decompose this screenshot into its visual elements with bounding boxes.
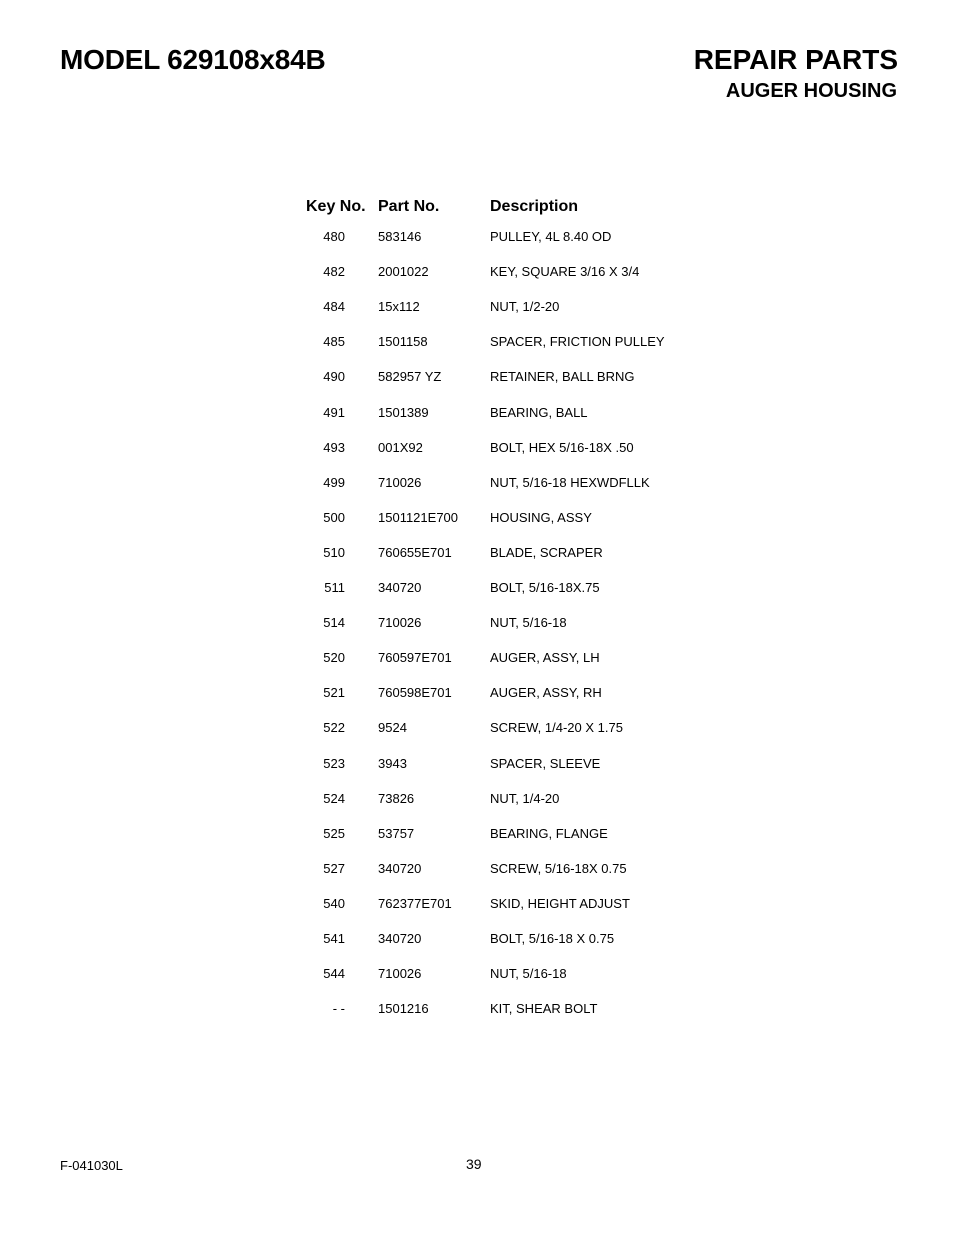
part-description: KEY, SQUARE 3/16 X 3/4 — [490, 264, 640, 280]
key-number: 510 — [323, 544, 345, 560]
key-number: 544 — [323, 966, 345, 982]
section-title: REPAIR PARTS — [693, 44, 898, 75]
key-number: 491 — [323, 404, 345, 420]
part-number: 340720 — [378, 580, 422, 595]
column-header-key: Key No. — [306, 198, 366, 215]
part-number: 760598E701 — [378, 685, 452, 701]
part-description: NUT, 5/16-18 — [490, 615, 567, 631]
key-number: 527 — [323, 860, 345, 876]
part-number: 1501121E700 — [378, 509, 459, 525]
part-description: PULLEY, 4L 8.40 OD — [490, 229, 612, 244]
part-number: 001X92 — [378, 439, 423, 455]
key-number: 500 — [323, 509, 345, 525]
part-number: 1501158 — [378, 334, 428, 350]
part-description: NUT, 5/16-18 — [490, 966, 567, 982]
part-number: 1501389 — [378, 404, 429, 420]
key-number: 541 — [323, 931, 345, 946]
key-number: 484 — [323, 299, 345, 315]
key-number: - - — [332, 1001, 345, 1017]
part-number: 710026 — [378, 474, 422, 490]
key-number: 523 — [323, 755, 345, 771]
column-header-description: Description — [490, 198, 579, 215]
key-number: 511 — [324, 580, 345, 595]
key-number: 485 — [323, 334, 345, 350]
part-description: SPACER, SLEEVE — [490, 755, 601, 771]
key-number: 499 — [323, 474, 345, 490]
model-title: MODEL 629108x84B — [60, 44, 326, 75]
key-number: 490 — [323, 369, 345, 385]
part-description: NUT, 1/4-20 — [490, 790, 560, 806]
part-description: RETAINER, BALL BRNG — [490, 369, 635, 385]
part-description: NUT, 1/2-20 — [490, 299, 560, 315]
part-description: HOUSING, ASSY — [490, 509, 592, 525]
part-description: KIT, SHEAR BOLT — [490, 1001, 598, 1017]
section-subtitle: AUGER HOUSING — [725, 80, 897, 102]
key-number: 540 — [323, 895, 345, 911]
key-number: 482 — [323, 264, 345, 280]
part-number: 340720 — [378, 931, 422, 946]
part-description: SPACER, FRICTION PULLEY — [490, 334, 665, 350]
part-description: BEARING, FLANGE — [490, 825, 608, 841]
part-number: 9524 — [378, 720, 407, 736]
part-number: 762377E701 — [378, 895, 452, 911]
part-description: BOLT, 5/16-18 X 0.75 — [490, 931, 615, 946]
part-description: AUGER, ASSY, RH — [490, 685, 602, 701]
part-number: 15x112 — [378, 299, 420, 315]
part-number: 340720 — [378, 860, 422, 876]
part-description: NUT, 5/16-18 HEXWDFLLK — [490, 474, 650, 490]
part-number: 3943 — [378, 755, 407, 771]
part-number: 710026 — [378, 966, 422, 982]
part-description: BOLT, 5/16-18X.75 — [490, 580, 600, 595]
key-number: 480 — [323, 229, 345, 244]
column-header-part: Part No. — [378, 198, 440, 215]
key-number: 525 — [323, 825, 345, 841]
part-description: BEARING, BALL — [490, 404, 588, 420]
key-number: 520 — [323, 650, 345, 666]
page-number: 39 — [466, 1156, 482, 1172]
key-number: 522 — [323, 720, 345, 736]
part-description: SCREW, 1/4-20 X 1.75 — [490, 720, 623, 736]
key-number: 493 — [323, 439, 345, 455]
key-number: 524 — [323, 790, 345, 806]
part-description: AUGER, ASSY, LH — [490, 650, 600, 666]
part-number: 53757 — [378, 825, 415, 841]
footer-code: F-041030L — [60, 1158, 123, 1173]
part-number: 760655E701 — [378, 544, 452, 560]
key-number: 521 — [323, 685, 345, 701]
part-number: 582957 YZ — [378, 369, 442, 385]
part-description: BLADE, SCRAPER — [490, 544, 603, 560]
part-description: SKID, HEIGHT ADJUST — [490, 895, 630, 911]
part-description: SCREW, 5/16-18X 0.75 — [490, 860, 627, 876]
part-number: 2001022 — [378, 264, 429, 280]
part-number: 760597E701 — [378, 650, 452, 666]
part-description: BOLT, HEX 5/16-18X .50 — [490, 439, 634, 455]
part-number: 710026 — [378, 615, 422, 631]
part-number: 1501216 — [378, 1001, 429, 1017]
part-number: 73826 — [378, 790, 415, 806]
key-number: 514 — [323, 615, 345, 631]
part-number: 583146 — [378, 229, 422, 244]
